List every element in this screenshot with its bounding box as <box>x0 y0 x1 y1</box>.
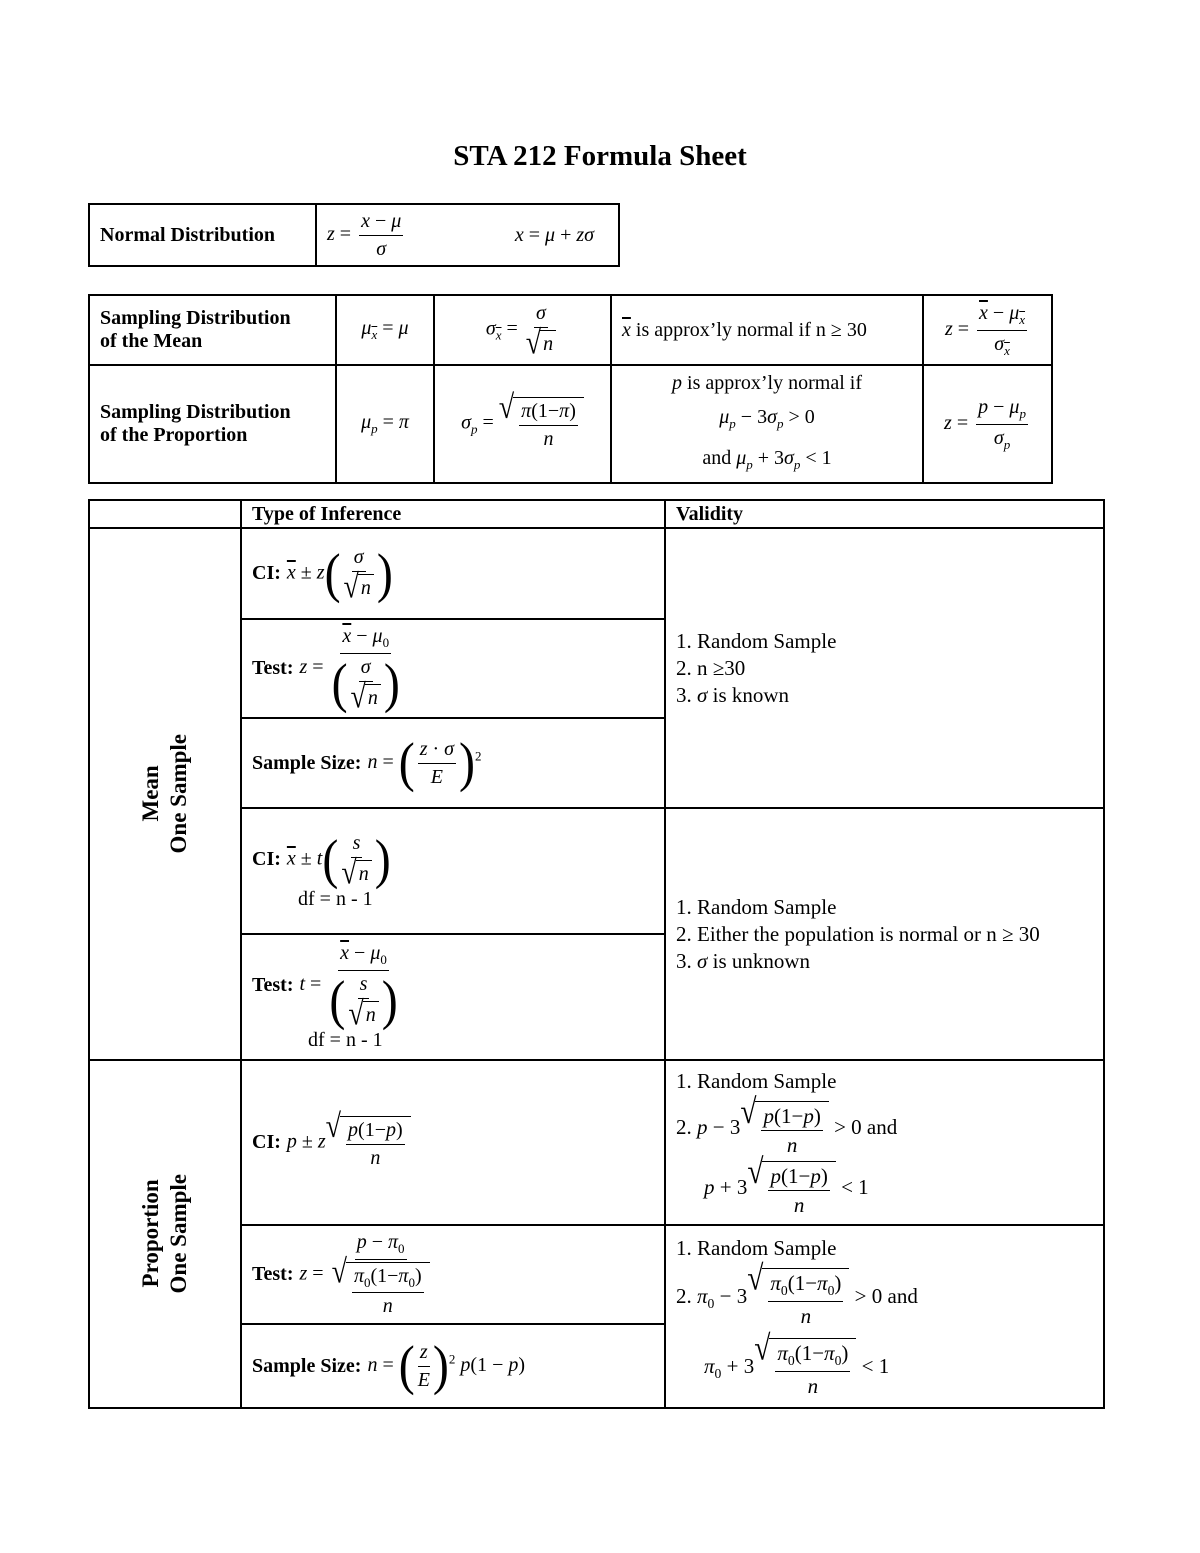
sampling-prop-z: z = $\frac{p - \mu_p}{\sigma_p}$ <box>923 365 1052 483</box>
validity-sigma-known: 1. Random Sample 2. n ≥30 3. σ is known <box>665 528 1104 808</box>
sampling-prop-sigma: $\sigma_p$ = √ $\frac{\pi(1-\pi)}{n}$ <box>434 365 611 483</box>
sampling-mean-mu: $\mu_{\overline{x}} = \mu$ <box>336 295 434 365</box>
normal-distribution-table <box>88 203 620 267</box>
mean-test-t: Test: t = $\overline{x} - \mu_0$ ( s √ n ) df = n - 1 <box>241 934 665 1060</box>
normal-distribution-label: Normal Distribution <box>89 204 316 266</box>
proportion-ci: CI: p ± z √ $\frac{p(1-p)}{n}$ <box>241 1060 665 1225</box>
sampling-distribution-table <box>88 294 1053 484</box>
page-title: STA 212 Formula Sheet <box>453 140 747 172</box>
validity-proportion-test: 1. Random Sample 2. $\pi_0 - 3$ √ $\frac{\pi_0(1-\pi_0)}{n}$ > 0 and $\pi_0 + 3$ √ $\frac{\pi_0(1-\pi_0)}{n}$ < 1 <box>665 1225 1104 1408</box>
sampling-mean-sigma: $\sigma_{\overline{x}}$ = σ √ n <box>434 295 611 365</box>
mean-group-label: Mean One Sample <box>89 528 241 1060</box>
sampling-prop-condition: p is approx’ly normal if $\mu_p - 3\sigma_p > 0$ and $\mu_p + 3\sigma_p < 1$ <box>611 365 923 483</box>
sampling-mean-label: Sampling Distribution of the Mean <box>89 295 336 365</box>
mean-ci-z: CI: $\overline{x} \pm z$( σ √ n ) <box>241 528 665 619</box>
sampling-prop-mu: $\mu_p = \pi$ <box>336 365 434 483</box>
validity-proportion-ci: 1. Random Sample 2. p − 3 √ $\frac{p(1-p)}{n}$ > 0 and p + 3 √ $\frac{p(1-p)}{n}$ < 1 <box>665 1060 1104 1225</box>
inference-corner <box>89 500 241 528</box>
sampling-mean-z: z = $\frac{\overline{x} - \mu_{\overline{x}}}{\sigma_{\overline{x}}}$ <box>923 295 1052 365</box>
proportion-test: Test: z = $p - \pi_0$ √ $\frac{\pi_0(1-\pi_0)}{n}$ <box>241 1225 665 1324</box>
normal-distribution-formulas: z = $\frac{x - \mu}{\sigma}$ x = μ + zσ <box>316 204 619 266</box>
proportion-group-label: Proportion One Sample <box>89 1060 241 1408</box>
mean-ci-t: CI: $\overline{x} \pm t$( s √ n ) df = n - 1 <box>241 808 665 934</box>
mean-test-z: Test: z = $\overline{x} - \mu_0$ ( σ √ n ) <box>241 619 665 718</box>
inference-table <box>88 499 1105 1409</box>
sampling-mean-condition: $\overline{x}$ is approx’ly normal if n ≥ 30 <box>611 295 923 365</box>
mean-sample-size: Sample Size: n = ( $\frac{z \cdot \sigma}{E}$ )$^2$ <box>241 718 665 808</box>
validity-sigma-unknown: 1. Random Sample 2. Either the population is normal or n ≥ 30 3. σ is unknown <box>665 808 1104 1060</box>
sampling-prop-label: Sampling Distribution of the Proportion <box>89 365 336 483</box>
header-validity: Validity <box>665 500 1104 528</box>
proportion-sample-size: Sample Size: n = ( $\frac{z}{E}$ )$^2$ p(1 − p) <box>241 1324 665 1408</box>
header-type-of-inference: Type of Inference <box>241 500 665 528</box>
